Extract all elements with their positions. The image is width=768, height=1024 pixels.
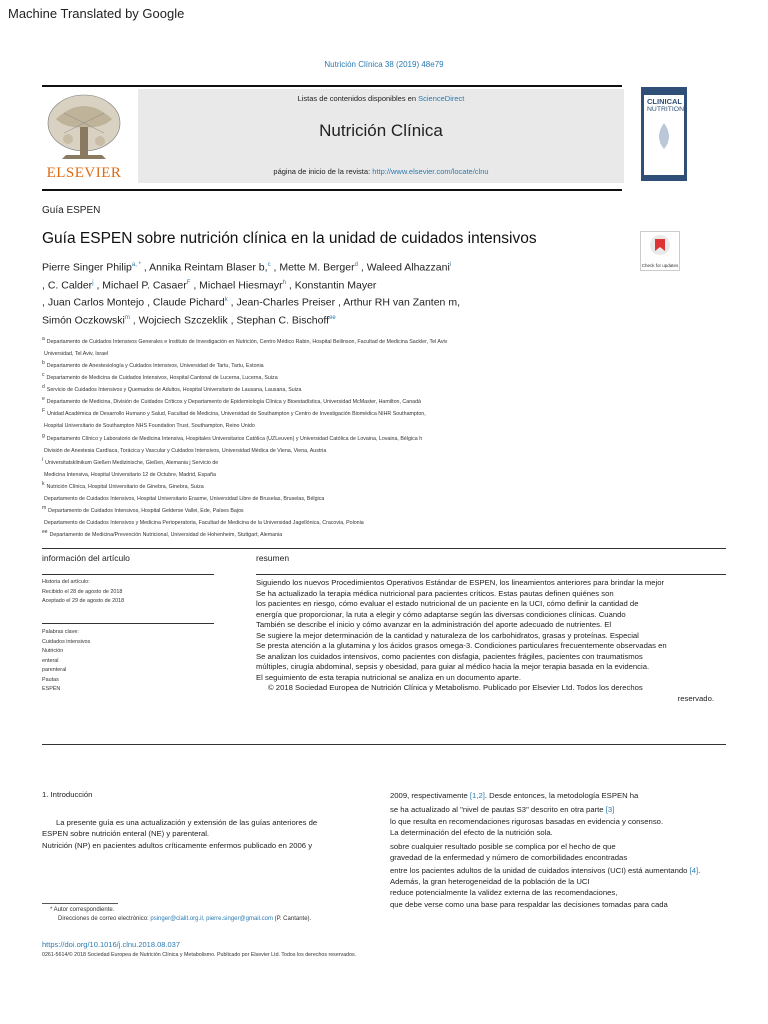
affiliation-sup: i [42,456,44,463]
journal-reference[interactable]: Nutrición Clínica 38 (2019) 48e79 [324,60,444,69]
homepage-line [138,167,624,176]
affiliation-line [42,359,602,371]
body-line [390,899,730,910]
email-suffix: (P. Cantante). [274,916,312,922]
copyright-line: © 2018 Sociedad Europea de Nutrición Clínica y Metabolismo. Publicado por Elsevier Ltd. Todos los derechos [268,683,643,692]
affiliation-text: Hospital Universitario de Southampton NHS Foundation Trust, Southampton, Reino Unido [44,423,255,430]
body-text: que debe verse como una base para respaldar las decisiones tomadas para cada [390,899,668,909]
affiliation-sup: m [42,504,47,511]
body-text: gravedad de la enfermedad y número de comorbilidades encontradas [390,853,628,863]
homepage-link[interactable]: http://www.elsevier.com/locate/clnu [372,167,489,176]
body-text: Además, la gran heterogeneidad de la población de la UCI [390,877,590,887]
affiliation-line [42,504,602,516]
abstract-line: Se analizan los cuidados intensivos, como pacientes con disfagia, pacientes frágiles, pacientes con traumatismos [256,651,643,661]
affiliation-text: Departamento de Medicina, División de Cuidados Críticos y Departamento de Epidemiología Clínica y Bioestadística, Universidad McMaster, Hamilton, Canadá [46,399,421,406]
email-prefix: Direcciones de correo electrónico: [58,916,149,922]
abstract-line: Se ha actualizado la terapia médica nutricional para pacientes críticos. Estas pautas definen quiénes son [256,588,614,598]
affiliations [42,335,602,540]
body-line [390,876,730,887]
affiliation-line [42,419,602,431]
affiliation-text: Departamento Clínico y Laboratorio de Medicina Intensiva, Hospitales Universitarios Católica (UZLeuven) y Universidad Católica de Lovaina, Lovaina, Bélgica h [46,435,423,442]
contents-prefix: Listas de contenidos disponibles en [297,94,417,103]
abstract-line: energía que proporcionar, la ruta a elegir y cómo adaptarse según las diversas condiciones clínicas. Cuando [256,609,626,619]
journal-header [138,89,624,183]
body-line [390,841,730,852]
keyword: Cuidados intensivos [42,638,91,645]
body-line [390,804,730,815]
affiliation-sup: b [42,360,45,367]
elsevier-logo [42,89,126,183]
affiliation-sup: g [42,432,45,439]
affiliation-line [42,371,602,383]
citation-link[interactable]: [1,2] [469,791,485,800]
header-top-rule [42,85,622,87]
author-line [42,293,602,311]
bookmark-icon [641,232,679,258]
sciencedirect-link[interactable]: ScienceDirect [418,94,465,103]
affiliation-text: División de Anestesia Cardíaca, Torácica y Vascular y Cuidados Intensivos, Universidad Médica de Viena, Viena, Austria [44,447,327,454]
author: , Konstantin Mayer [288,279,377,291]
author-sup[interactable]: F [186,279,191,286]
affiliation-line [42,407,602,419]
history-label: Historia del artículo: [42,579,90,585]
abstract-heading: resumen [256,553,290,563]
affiliation-text: Departamento de Anestesiología y Cuidados Intensivos, Universidad de Tartu, Tartu, Estonia [46,362,264,369]
body-text: 2009, respectivamente [390,791,470,800]
body-line [390,865,730,876]
affiliation-sup: F [42,408,46,415]
body-text: . [698,865,701,875]
abstract-line: Siguiendo los nuevos Procedimientos Operativos Estándar de ESPEN, los lineamientos anteriores para brindar la mejor [256,578,665,587]
body-text: lo que resulta en recomendaciones rigurosas basadas en evidencia y consenso. [390,816,664,826]
header-bottom-rule [42,189,622,191]
author-list [42,258,602,328]
keyword: enteral [42,657,59,664]
affiliation-text: Servicio de Cuidados Intensivos y Quemados de Adultos, Hospital Universitario de Lausana, Lausana, Suiza [46,387,302,394]
author-sup[interactable]: m [124,314,130,321]
article-history [42,578,124,607]
author: , Claude Pichard [147,296,225,309]
affiliation-line [42,383,602,395]
keywords-label: Palabras clave: [42,629,79,635]
affiliation-line [42,528,602,540]
keywords-rule [42,623,214,624]
author: , C. Calder [42,279,93,291]
affiliation-text: Nutrición Clínica, Hospital Universitario de Ginebra, Ginebra, Suiza [46,483,204,490]
body-line: ESPEN sobre nutrición enteral (NE) y parenteral. [42,829,210,839]
cover-title-2: NUTRITION [647,106,685,113]
affiliation-text: Medicina Intensiva, Hospital Universitario 12 de Octubre, Madrid, España [44,471,216,478]
author-sup[interactable]: k [224,297,228,303]
info-top-rule [42,548,726,549]
cover-title-1: CLINICAL [647,97,682,106]
affiliation-text: Departamento de Medicina de Cuidados Intensivos, Hospital Cantonal de Lucerna, Lucerna, Suiza [46,374,278,381]
homepage-prefix: página de inicio de la revista: [273,167,371,176]
citation-link[interactable]: [4] [689,865,699,875]
author: , Mette M. Berger [273,261,355,274]
affiliation-text: Unidad Académica de Desarrollo Humano y Salud, Facultad de Medicina, Universidad de Southampton y Centro de Investigación Biomédica NIHR Southampton, [47,411,426,418]
keyword: Pautas [42,676,59,683]
intro-heading: 1. Introducción [42,790,93,799]
author-sup[interactable]: j [92,279,94,286]
author-sup[interactable]: ee [329,314,336,321]
issn-line: 0261-5614/© 2018 Sociedad Europea de Nutrición Clínica y Metabolismo. Publicado por Elsevier Ltd. Todos los derechos reservados. [42,952,357,958]
doi-link[interactable]: https://doi.org/10.1016/j.clnu.2018.08.037 [42,940,181,949]
email-links[interactable]: psinger@clalit.org.il, pierre.singer@gmail.com [150,916,273,922]
abstract-line: También se describe el inicio y cómo avanzar en la administración del aporte adecuado de nutrientes. El [256,620,612,629]
affiliation-text: Universidad, Tel Aviv, Israel [44,350,109,357]
author: , Jean-Charles Preiser [230,296,336,309]
accepted-date: Aceptado el 29 de agosto de 2018 [42,598,125,604]
body-text: entre los pacientes adultos de la unidad de cuidados intensivos (UCI) está aumentando [390,865,690,875]
abstract-rule [256,574,726,575]
author-line [42,276,602,294]
body-text: . Desde entonces, la metodología ESPEN ha [484,791,639,800]
affiliation-sup: k [42,480,45,487]
contents-line [138,94,624,103]
author: Pierre Singer Philip [42,261,132,274]
affiliation-line [42,444,602,456]
affiliation-sup: e [42,396,45,403]
affiliation-line [42,347,602,359]
intro-right [390,790,730,910]
keyword: ESPÉN [42,686,61,692]
affiliation-line [42,432,602,444]
keywords [42,628,90,695]
affiliation-sup: d [42,384,45,391]
affiliation-text: Departamento de Cuidados Intensivos y Medicina Perioperatoria, Facultad de Medicina de la Universidad Jagellónica, Cracovia, Polonia [44,519,364,526]
affiliation-text: Universitatsklinikum Gießen Medizinische, Gießen, Alemania j Servicio de [45,459,219,466]
affiliation-line [42,516,602,528]
article-title: Guía ESPEN sobre nutrición clínica en la unidad de cuidados intensivos [42,230,537,247]
body-line [390,790,730,801]
received-date: Recibido el 28 de agosto de 2018 [42,588,123,595]
author: Simón Oczkowski [42,314,125,326]
check-for-updates-button[interactable] [640,231,680,271]
publisher-name: ELSEVIER [46,165,122,181]
article-info-heading: información del artículo [42,553,130,563]
body-line: Nutrición (NP) en pacientes adultos críticamente enfermos publicado en 2006 y [42,840,313,850]
citation-link[interactable]: [3] [605,805,615,815]
author: , Arthur RH van Zanten m, [338,296,460,309]
affiliation-text: Departamento de Medicina/Prevención Nutricional, Universidad de Hohenheim, Stuttgart, Alemania [49,531,283,538]
affiliation-sup: ee [42,529,48,535]
author-sup[interactable]: a, * [131,262,141,268]
body-text: La determinación del efecto de la nutrición sola. [390,827,553,837]
author-sup[interactable]: i [449,262,452,268]
keyword: Nutrición [42,648,64,654]
article-info-rule [42,574,214,575]
footnote-rule [42,903,118,904]
body-line [390,887,730,898]
affiliation-text: Departamento de Cuidados Intensivos Generales e Instituto de Investigación en Nutrición, Centro Médico Rabin, Hospital Beilinson, Facultad de Medicina Sackler, Tel Aviv [46,338,448,345]
author: , Stephan C. Bischoff [230,314,330,326]
cover-panel [644,95,684,175]
body-text: se ha actualizado al "nivel de pautas S3" descrito en otra parte [390,805,606,815]
abstract-line: múltiples, cirugía abdominal, sepsis y obesidad, para guiar al médico hacia la mejor terapia basada en la evidencia. [256,662,650,671]
abstract-line: El seguimiento de esta terapia nutricional se analiza en un documento aparte. [256,672,521,682]
journal-name: Nutrición Clínica [319,121,443,140]
body-text: sobre cualquier resultado posible se complica por el hecho de que [390,842,616,852]
author-sup[interactable]: h [282,279,286,286]
abstract-line: los pacientes en riesgo, cómo evaluar el estado nutricional de un paciente en la UCI, cómo definir la cantidad de [256,599,639,608]
affiliation-line [42,395,602,407]
author: , Michael Hiesmayr [193,279,283,291]
body-line [390,852,730,863]
author: , Waleed Alhazzani [360,261,450,274]
affiliation-line [42,492,602,504]
section-label: Guía ESPEN [42,205,101,216]
author: , Annika Reintam Blaser b, [143,261,268,274]
affiliation-line [42,480,602,492]
affiliation-line [42,468,602,480]
affiliation-sup: a [42,336,45,342]
affiliation-line [42,335,602,347]
body-line [390,816,730,827]
body-line: La presente guía es una actualización y extensión de las guías anteriores de [56,818,318,827]
affiliation-text: Departamento de Cuidados Intensivos, Hospital Universitario Erasme, Universidad Libre de Bruselas, Bruselas, Bélgica [44,495,325,502]
copyright-line: reservado. [677,693,714,703]
abstract-line: Se presta atención a la glutamina y los ácidos grasos omega-3. Condiciones particulares frecuentemente observadas en [256,641,667,650]
affiliation-line [42,456,602,468]
body-line [390,827,730,838]
footnote [50,906,311,924]
corresponding-author: * Autor correspondiente. [50,907,115,913]
author: , Juan Carlos Montejo [42,296,145,309]
abstract-line: Se sugiere la mejor determinación de la cantidad y naturaleza de los carbohidratos, grasas y proteínas. Especial [256,630,639,640]
author-line [42,258,602,276]
affiliation-sup: c [42,372,45,379]
author: , Wojciech Szczeklik [132,314,228,326]
author-sup[interactable]: d [354,262,358,268]
author: , Michael P. Casaer [96,279,187,291]
author-sup[interactable]: c [267,262,271,268]
affiliation-text: Departamento de Cuidados Intensivos, Hospital Gelderse Vallei, Ede, Países Bajos [48,507,244,514]
journal-cover [641,87,687,181]
abstract-body [256,578,714,704]
keyword: parenteral [42,667,67,673]
body-text: reduce potencialmente la validez externa de las recomendaciones, [390,888,618,898]
intro-left [42,817,372,851]
translation-note: Machine Translated by Google [8,6,185,21]
cover-droplet-icon [644,113,684,163]
abstract-bottom-rule [42,744,726,745]
check-label: Check for updates [641,263,679,268]
author-line [42,311,602,329]
